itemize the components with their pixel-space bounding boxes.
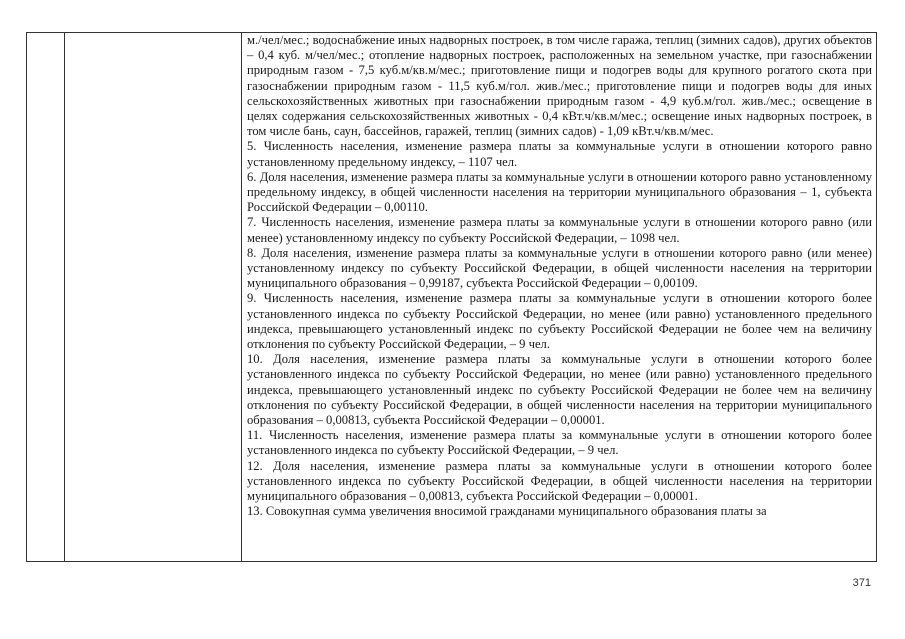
paragraph-item-6: 6. Доля населения, изменение размера платы за коммунальные услуги в отношении которого равно установленному предельному индексу, в общей численности населения на территории муниципального образования – 1, субъекта Российской Федерации – 0,00110. [247, 169, 872, 215]
paragraph-item-13: 13. Совокупная сумма увеличения вносимой гражданами муниципального образования платы за [247, 504, 767, 519]
table-cell-content [242, 33, 877, 562]
table-row [27, 33, 877, 562]
paragraph-item-12: 12. Доля населения, изменение размера платы за коммунальные услуги в отношении которого более установленного индекса по субъекту Российской Федерации, в общей численности населения на территории муниципального образования – 0,00813, субъекта Российской Федерации – 0,00001. [247, 458, 872, 504]
paragraph-item-11: 11. Численность населения, изменение размера платы за коммунальные услуги в отношении которого более установленного индекса по субъекту Российской Федерации, – 9 чел. [247, 428, 872, 458]
paragraph-continuation: м./чел/мес.; водоснабжение иных надворных построек, в том числе гаража, теплиц (зимних садов), других объектов – 0,4 куб. м/чел/мес.; отопление надворных построек, расположенных на земельном участке, при газоснабжении природным газом - 7,5 куб.м/кв.м/мес.; приготовление пищи и подогрев воды для крупного рогатого скота при газоснабжении природным газом - 11,5 куб.м/гол. жив./мес.; приготовление пищи и подогрев воды для иных сельскохозяйственных животных при газоснабжении природным газом - 4,9 куб.м/гол. жив./мес.; освещение в целях содержания сельскохозяйственных животных - 0,4 кВт.ч/кв.м/мес.; освещение иных надворных построек, в том числе бань, саун, бассейнов, гаражей, теплиц (зимних садов) - 1,09 кВт.ч/кв.м/мес. [247, 33, 872, 139]
paragraph-item-8: 8. Доля населения, изменение размера платы за коммунальные услуги в отношении которого равно (или менее) установленному индексу по субъекту Российской Федерации, в общей численности населения на территории муниципального образования – 0,99187, субъекта Российской Федерации – 0,00109. [247, 245, 872, 291]
paragraph-item-9: 9. Численность населения, изменение размера платы за коммунальные услуги в отношении которого более установленного индекса по субъекту Российской Федерации, но менее (или равно) установленного предельного индекса, превышающего установленный индекс по субъекту Российской Федерации не более чем на величину отклонения по субъекту Российской Федерации, – 9 чел. [247, 291, 872, 352]
paragraph-item-7: 7. Численность населения, изменение размера платы за коммунальные услуги в отношении которого равно (или менее) установленному индексу по субъекту Российской Федерации, – 1098 чел. [247, 215, 872, 245]
table-cell-number [27, 33, 65, 562]
paragraph-item-5: 5. Численность населения, изменение размера платы за коммунальные услуги в отношении которого равно установленному предельному индексу, – 1107 чел. [247, 139, 872, 169]
document-table [26, 32, 877, 562]
page-number: 371 [852, 577, 871, 589]
table-cell-name [65, 33, 242, 562]
paragraph-item-10: 10. Доля населения, изменение размера платы за коммунальные услуги в отношении которого более установленного индекса по субъекту Российской Федерации, но менее (или равно) установленного предельного индекса, превышающего установленный индекс по субъекту Российской Федерации не более чем на величину отклонения по субъекту Российской Федерации, в общей численности населения на территории муниципального образования – 0,00813, субъекта Российской Федерации – 0,00001. [247, 352, 872, 428]
